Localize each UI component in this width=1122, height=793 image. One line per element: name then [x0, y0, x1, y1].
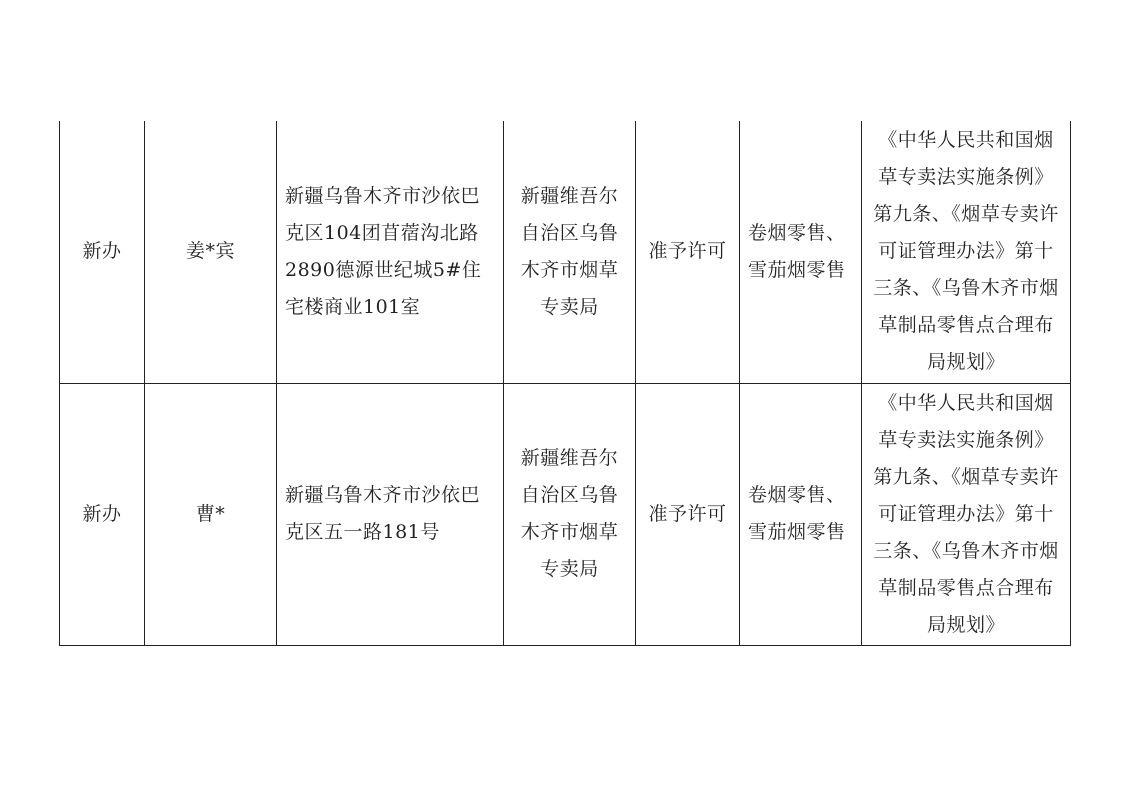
business-address-cell: 新疆乌鲁木齐市沙依巴克区104团苜蓿沟北路2890德源世纪城5#住宅楼商业101室	[277, 121, 504, 383]
applicant-name-cell: 姜*宾	[145, 121, 277, 383]
table-row	[60, 121, 1071, 383]
table-row	[60, 383, 1071, 645]
permit-table	[59, 121, 1071, 646]
decision-cell: 准予许可	[636, 383, 740, 645]
business-scope-cell: 卷烟零售、雪茄烟零售	[740, 121, 862, 383]
license-type-cell: 新办	[60, 383, 145, 645]
license-type-cell: 新办	[60, 121, 145, 383]
business-address-cell: 新疆乌鲁木齐市沙依巴克区五一路181号	[277, 383, 504, 645]
issuing-authority-cell: 新疆维吾尔自治区乌鲁木齐市烟草专卖局	[504, 383, 636, 645]
issuing-authority-cell: 新疆维吾尔自治区乌鲁木齐市烟草专卖局	[504, 121, 636, 383]
business-scope-cell: 卷烟零售、雪茄烟零售	[740, 383, 862, 645]
decision-cell: 准予许可	[636, 121, 740, 383]
applicant-name-cell: 曹*	[145, 383, 277, 645]
legal-basis-cell: 《中华人民共和国烟草专卖法实施条例》第九条、《烟草专卖许可证管理办法》第十三条、《乌鲁木齐市烟草制品零售点合理布局规划》	[862, 121, 1071, 383]
legal-basis-cell: 《中华人民共和国烟草专卖法实施条例》第九条、《烟草专卖许可证管理办法》第十三条、《乌鲁木齐市烟草制品零售点合理布局规划》	[862, 383, 1071, 645]
